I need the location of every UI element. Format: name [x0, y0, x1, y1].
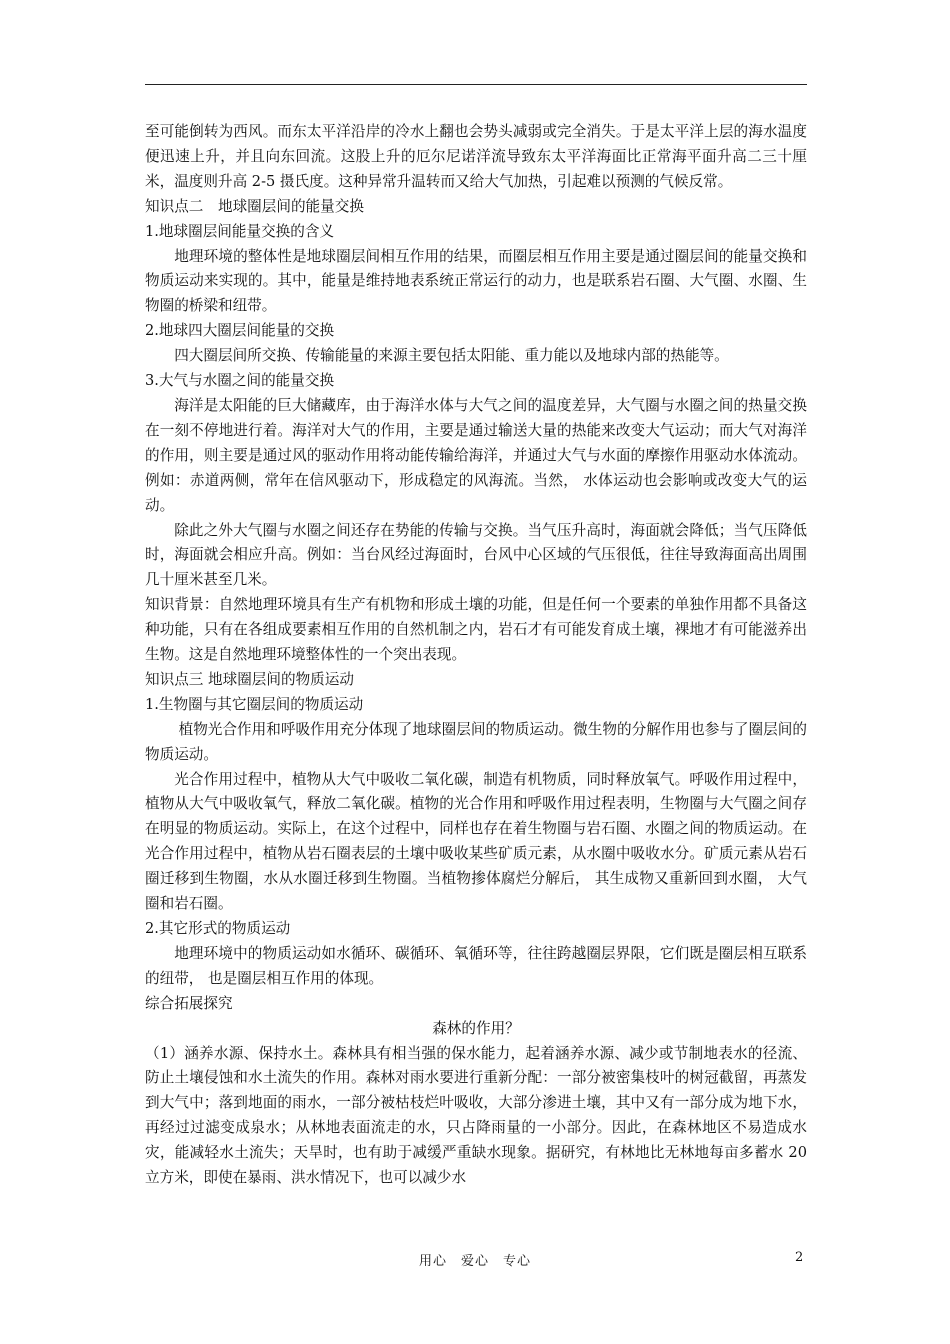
paragraph-forest-water: （1）涵养水源、保持水土。森林具有相当强的保水能力，起着涵养水源、减少或节制地表水的径流、防止土壤侵蚀和水土流失的作用。森林对雨水要进行重新分配：一部分被密集枝叶的树冠截留，再蒸发到大气中；落到地面的雨水，一部分被枯枝烂叶吸收，大部分渗进土壤，其中又有一部分成为地下水，再经过过滤变成泉水；从林地表面流走的水，只占降雨量的一小部分。因此，在森林地区不易造成水灾，能减轻水土流失；天旱时，也有助于减缓严重缺水现象。据研究，有林地比无林地每亩多蓄水 20 立方米，即使在暴雨、洪水情况下，也可以减少水 — [145, 1044, 807, 1187]
subheading-other-forms: 2.其它形式的物质运动 — [145, 920, 291, 937]
section-heading-extension: 综合拓展探究 — [145, 994, 233, 1012]
paragraph-photosynthesis-detail: 光合作用过程中，植物从大气中吸收二氧化碳，制造有机物质，同时释放氧气。呼吸作用过程中，植物从大气中吸收氧气，释放二氧化碳。植物的光合作用和呼吸作用过程表明，生物圈与大气圈之间存在明显的物质运动。实际上，在这个过程中，同样也存在着生物圈与岩石圈、水圈之间的物质运动。在光合作用过程中，植物从岩石圈表层的土壤中吸收某些矿质元素，从水圈中吸收水分。矿质元素从岩石圈迁移到生物圈，水从水圈迁移到生物圈。当植物掺体腐烂分解后， 其生成物又重新回到水圈， 大气圈和岩石圈。 — [145, 770, 807, 913]
paragraph-energy-meaning: 地理环境的整体性是地球圈层间相互作用的结果，而圈层相互作用主要是通过圈层间的能量交换和物质运动来实现的。其中，能量是维持地表系统正常运行的动力，也是联系岩石圈、大气圈、水圈、生物圈的桥梁和纽带。 — [145, 247, 807, 315]
paragraph-four-spheres: 四大圈层间所交换、传输能量的来源主要包括太阳能、重力能以及地球内部的热能等。 — [174, 347, 729, 365]
paragraph-0: 至可能倒转为西风。而东太平洋沿岸的冷水上翻也会势头减弱或完全消失。于是太平洋上层的海水温度便迅速上升，并且向东回流。这股上升的厄尔尼诺洋流导致东太平洋海面比正常海平面升高二三十厘米，温度则升高 2-5 摄氏度。这种异常升温转而又给大气加热，引起难以预测的气候反常。 — [145, 123, 807, 190]
header-rule — [145, 84, 807, 85]
footer-slogan: 用心 爱心 专心 — [418, 1254, 531, 1269]
section-heading-2: 知识点二 地球圈层间的能量交换 — [145, 197, 364, 215]
paragraph-other-forms: 地理环境中的物质运动如水循环、碳循环、氧循环等，往往跨越圈层界限，它们既是圈层相互联系的纽带， 也是圈层相互作用的体现。 — [145, 944, 807, 987]
subheading-four-spheres: 2.地球四大圈层间能量的交换 — [145, 322, 335, 340]
subheading-energy-meaning: 1.地球圈层间能量交换的含义 — [145, 222, 335, 240]
paragraph-photosynthesis-intro: 植物光合作用和呼吸作用充分体现了地球圈层间的物质运动。微生物的分解作用也参与了圈层间的物质运动。 — [145, 720, 807, 763]
paragraph-potential-energy: 除此之外大气圈与水圈之间还存在势能的传输与交换。当气压升高时，海面就会降低；当气压降低时，海面就会相应升高。例如：当台风经过海面时，台风中心区域的气压很低，往往导致海面高出周围几十厘米甚至几米。 — [145, 521, 807, 589]
page-number: 2 — [795, 1250, 804, 1265]
question-title: 森林的作用？ — [432, 1019, 520, 1037]
subheading-biosphere: 1.生物圈与其它圈层间的物质运动 — [145, 695, 364, 713]
document-body — [145, 120, 807, 1191]
paragraph-knowledge-background: 知识背景：自然地理环境具有生产有机物和形成土壤的功能，但是任何一个要素的单独作用都不具备这种功能，只有在各组成要素相互作用的自然机制之内，岩石才有可能发育成土壤，裸地才有可能滋养出生物。这是自然地理环境整体性的一个突出表现。 — [145, 596, 807, 664]
section-heading-3: 知识点三 地球圈层间的物质运动 — [145, 670, 354, 688]
subheading-atmosphere-hydrosphere: 3.大气与水圈之间的能量交换 — [145, 372, 335, 390]
paragraph-ocean-heat: 海洋是太阳能的巨大储藏库，由于海洋水体与大气之间的温度差异，大气圈与水圈之间的热量交换在一刻不停地进行着。海洋对大气的作用，主要是通过输送大量的热能来改变大气运动；而大气对海洋的作用，则主要是通过风的驱动作用将动能传输给海洋，并通过大气与水面的摩擦作用驱动水体流动。例如：赤道两侧，常年在信风驱动下，形成稳定的风海流。当然， 水体运动也会影响或改变大气的运动。 — [145, 396, 807, 514]
